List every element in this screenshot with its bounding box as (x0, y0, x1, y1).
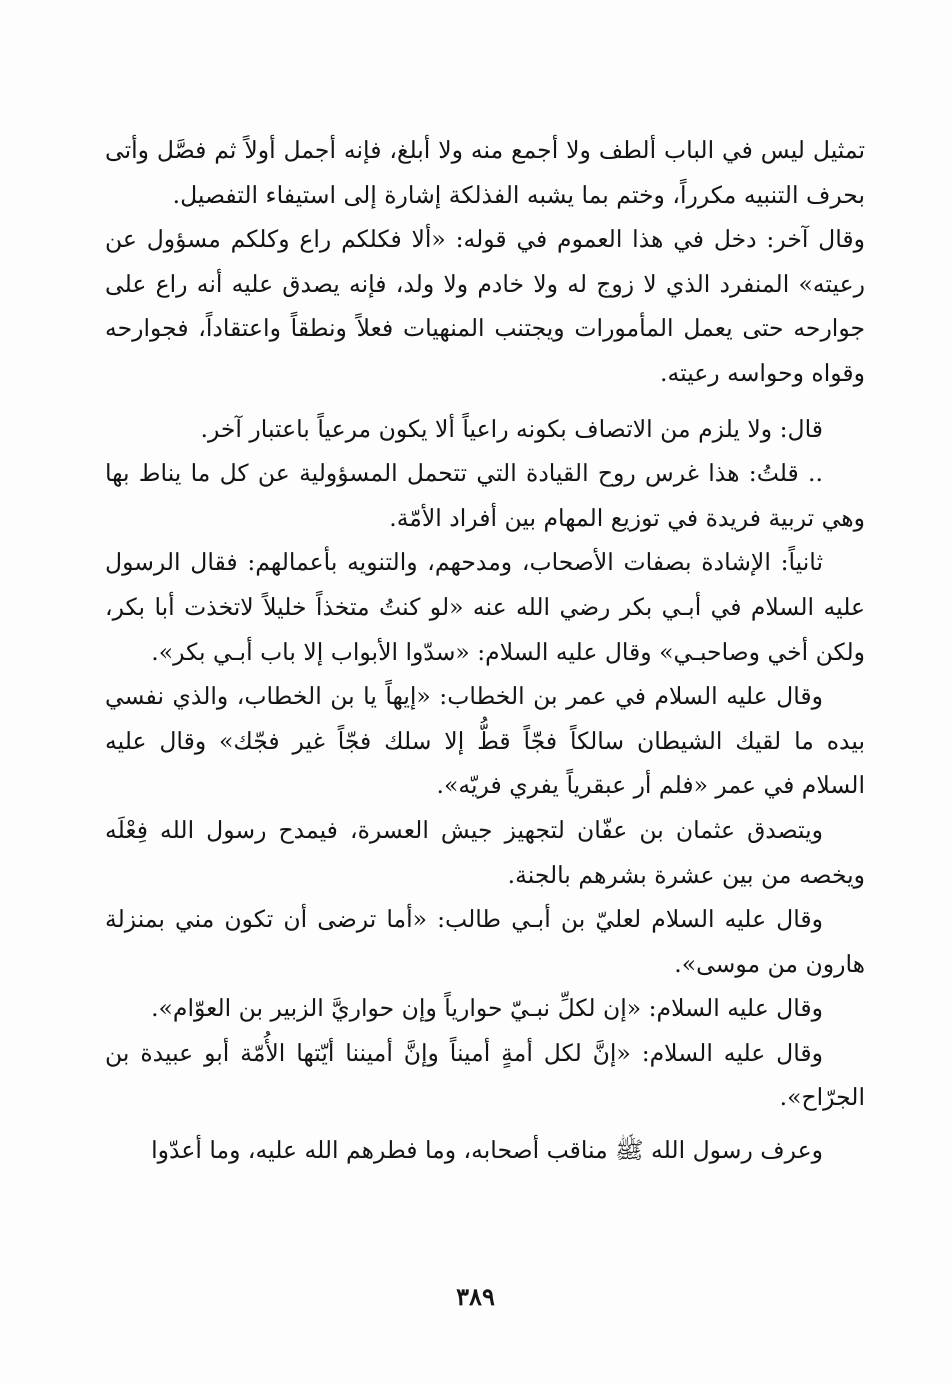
page-body-text (105, 128, 865, 1173)
paragraph: ويتصدق عثمان بن عفّان لتجهيز جيش العسرة، فيمدح رسول الله فِعْلَه ويخصه من بين عشرة بشرهم بالجنة. (105, 815, 865, 889)
paragraph: وقال عليه السلام لعليّ بن أبـي طالب: «أما ترضى أن تكون مني بمنزلة هارون من موسى». (105, 905, 865, 978)
paragraph: وقال آخر: دخل في هذا العموم في قوله: «ألا فكلكم راع وكلكم مسؤول عن رعيته» المنفرد الذي لا زوج له ولا خادم ولا ولد، فإنه يصدق عليه أنه راع على جوارحه حتى يعمل المأمورات ويجتنب المنهيات فعلاً ونطقاً واعتقاداً، فجوارحه وقواه وحواسه رعيته. (105, 225, 865, 387)
page-number: ٣٨٩ (456, 1282, 495, 1311)
paragraph: وقال عليه السلام: «إنَّ لكل أمةٍ أميناً وإنَّ أميننا أيّتها الأُمّة أبو عبيدة بن الجرّاح». (105, 1038, 865, 1112)
paragraph: وعرف رسول الله ﷺ مناقب أصحابه، وما فطرهم الله عليه، وما أعدّوا (151, 1136, 823, 1165)
paragraph: قال: ولا يلزم من الاتصاف بكونه راعياً ألا يكون مرعياً باعتبار آخر. (200, 414, 823, 443)
paragraph: ثانياً: الإشادة بصفات الأصحاب، ومدحهم، والتنويه بأعمالهم: فقال الرسول عليه السلام في أبـي بكر رضي الله عنه «لو كنتُ متخذاً خليلاً لاتخذت أبا بكر، ولكن أخي وصاحبـي» وقال عليه السلام: «سدّوا الأبواب إلا باب أبـي بكر». (105, 548, 865, 666)
paragraph: وقال عليه السلام: «إن لكلِّ نبـيّ حوارياً وإن حواريَّ الزبير بن العوّام». (151, 994, 823, 1023)
paragraph: .. قلتُ: هذا غرس روح القيادة التي تتحمل المسؤولية عن كل ما يناط بها وهي تربية فريدة في توزيع المهام بين أفراد الأمّة. (105, 459, 865, 532)
paragraph: تمثيل ليس في الباب ألطف ولا أجمع منه ولا أبلغ، فإنه أجمل أولاً ثم فصَّل وأتى بحرف التنبيه مكرراً، وختم بما يشبه الفذلكة إشارة إلى استيفاء التفصيل. (105, 136, 865, 209)
paragraph: وقال عليه السلام في عمر بن الخطاب: «إيهاً يا بن الخطاب، والذي نفسي بيده ما لقيك الشيطان سالكاً فجّاً قطُّ إلا سلك فجّاً غير فجّك» وقال عليه السلام في عمر «فلم أر عبقرياً يفري فريّه». (105, 682, 865, 800)
